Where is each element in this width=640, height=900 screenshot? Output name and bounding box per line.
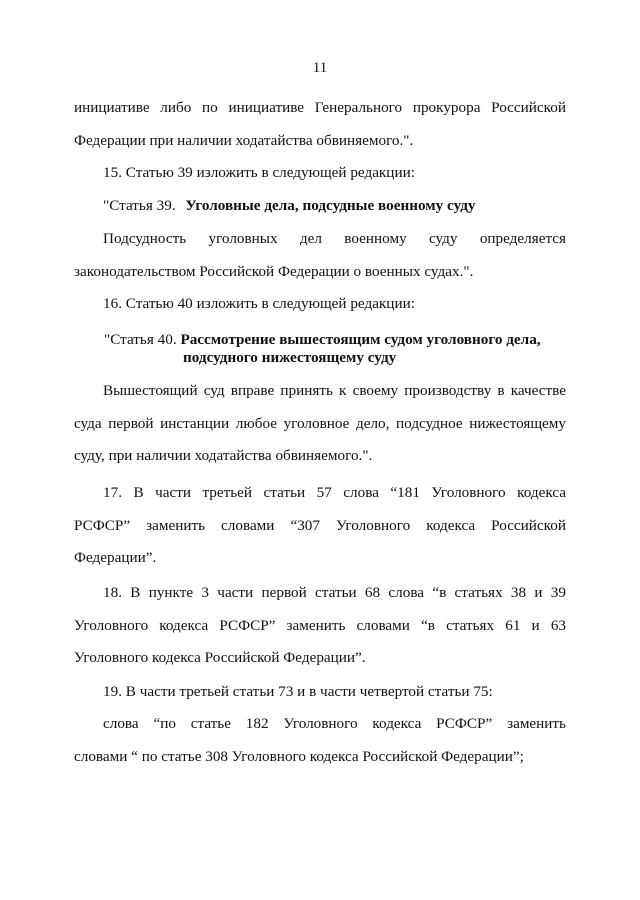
paragraph-line: 18. В пункте 3 части первой статьи 68 слова “в статьях 38 и 39 (103, 584, 566, 601)
article-prefix: "Статья 39. (103, 197, 176, 214)
item-16: 16. Статью 40 изложить в следующей редакции: (103, 295, 415, 312)
paragraph-line: слова “по статье 182 Уголовного кодекса РСФСР” заменить (103, 715, 566, 732)
article-prefix: "Статья 40. (104, 331, 177, 348)
paragraph-line: Подсудность уголовных дел военному суду определяется (103, 230, 566, 247)
article-39-heading (74, 190, 566, 223)
paragraph-line: Уголовного кодекса РСФСР” заменить словами “в статьях 61 и 63 (74, 616, 566, 634)
article-title: Уголовные дела, подсудные военному суду (185, 197, 476, 214)
item-19-text (74, 708, 566, 773)
paragraph-line: инициативе либо по инициативе Генерального прокурора Российской (74, 99, 566, 116)
paragraph-line: Федерации”. (74, 549, 157, 566)
page-number: 11 (312, 60, 328, 76)
item-18 (74, 577, 566, 675)
paragraph-line: суда первой инстанции любое уголовное дело, подсудное нижестоящему (74, 414, 566, 432)
paragraph-line: словами “ по статье 308 Уголовного кодекса Российской Федерации”; (74, 747, 524, 765)
paragraph-continuation (74, 92, 566, 157)
item-17 (74, 477, 566, 575)
article-title-line2: подсудного нижестоящему суду (183, 349, 397, 366)
paragraph-line: 17. В части третьей статьи 57 слова “181 Уголовного кодекса (103, 484, 566, 501)
article-39-text (74, 223, 566, 288)
article-40-heading (104, 331, 574, 367)
paragraph-line: законодательством Российской Федерации о военных судах.". (74, 262, 474, 280)
article-40-text (74, 375, 566, 473)
paragraph-line: суду, при наличии ходатайства обвиняемого.". (74, 447, 373, 464)
paragraph-line: Вышестоящий суд вправе принять к своему производству в качестве (103, 382, 566, 399)
article-title-line1: Рассмотрение вышестоящим судом уголовного дела, (180, 331, 541, 348)
item-15: 15. Статью 39 изложить в следующей редакции: (103, 164, 415, 181)
paragraph-line: РСФСР” заменить словами “307 Уголовного кодекса Российской (74, 516, 566, 534)
paragraph-line: Уголовного кодекса Российской Федерации”. (74, 649, 366, 666)
item-19: 19. В части третьей статьи 73 и в части четвертой статьи 75: (103, 683, 493, 700)
paragraph-line: Федерации при наличии ходатайства обвиняемого.". (74, 131, 414, 149)
